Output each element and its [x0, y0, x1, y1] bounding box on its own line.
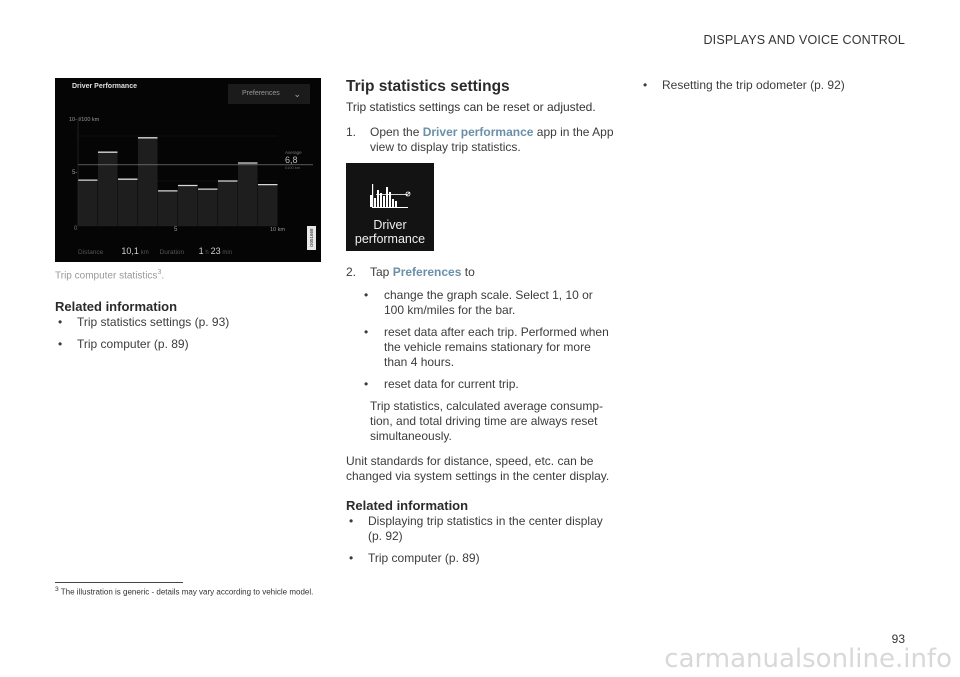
chevron-down-icon: ⌄: [293, 89, 301, 99]
related-link[interactable]: [55, 337, 320, 352]
duration-minutes: 23: [210, 246, 221, 256]
chart-bar: [118, 179, 138, 226]
left-related-list: [55, 315, 320, 352]
driver-performance-link[interactable]: Driver performance: [422, 125, 534, 139]
caption-text: Trip computer statistics: [55, 270, 158, 282]
reset-note: Trip statistics, calculated average consump-tion, and total driving time are always reset simultaneously.: [370, 399, 603, 443]
preferences-options: [346, 288, 614, 392]
step-text: to: [461, 265, 475, 279]
related-link-text: Trip statistics settings (p. 93): [77, 315, 230, 330]
chart-bar: [178, 186, 198, 227]
app-icon-label: [346, 218, 434, 246]
right-column: [640, 78, 910, 100]
related-link-text: Resetting the trip odometer (p. 92): [662, 78, 845, 92]
distance-value: 10,1: [121, 246, 139, 256]
main-related-heading: Related information: [346, 498, 469, 513]
units-paragraph: Unit standards for distance, speed, etc. can be changed via system settings in the center display.: [346, 454, 610, 483]
running-header: DISPLAYS AND VOICE CONTROL: [703, 33, 905, 47]
figure-caption: Trip computer statistics$^3$.: [55, 269, 165, 282]
screen-title: Driver Performance: [72, 83, 137, 90]
preferences-link[interactable]: Preferences: [392, 265, 462, 279]
y-tick-5: 5-: [72, 170, 78, 176]
step-number: 1.: [346, 125, 357, 139]
bullet: •: [58, 337, 63, 352]
chart-bar: [158, 191, 178, 226]
chart-bar: [218, 181, 238, 226]
watermark: carmanualsonline.info: [664, 644, 952, 674]
section-lead: Trip statistics settings can be reset or adjusted.: [346, 100, 596, 114]
step-number: 2.: [346, 265, 357, 279]
average-value: 6,8: [285, 155, 298, 165]
duration-hours-unit: h: [205, 250, 209, 256]
bullet: •: [58, 315, 63, 330]
chart-bar: [78, 180, 98, 226]
chart-bar: [98, 152, 118, 226]
chart-bar: [198, 189, 218, 226]
app-icon-label-line-1: Driver: [373, 218, 407, 232]
bullet: •: [364, 288, 369, 302]
driver-performance-app-icon[interactable]: [346, 163, 434, 251]
x-tick-10: 10 km: [270, 227, 285, 233]
footnote-number: 3: [55, 586, 59, 593]
duration-minutes-unit: min: [222, 250, 233, 256]
bullet: •: [349, 551, 354, 565]
chart-bar: [238, 163, 258, 226]
app-icon-label-line-2: performance: [354, 232, 426, 246]
option-item: [346, 377, 614, 392]
distance-unit: km: [140, 250, 149, 256]
bullet: •: [349, 514, 354, 528]
chart-bar: [258, 185, 278, 226]
option-text: reset data after each trip. Performed when the vehicle remains stationary for more than 4 hours.: [384, 325, 609, 369]
step-text: Tap: [370, 265, 393, 279]
image-code: G051668: [307, 226, 316, 250]
caption-footnote-ref: 3: [157, 269, 162, 276]
section-title: Trip statistics settings: [346, 78, 510, 95]
option-item: [346, 288, 614, 318]
chart-bar: [138, 138, 158, 226]
bullet: •: [643, 78, 648, 92]
y-tick-0: 0: [74, 226, 78, 232]
y-axis-unit: 10- l/100 km: [69, 117, 100, 123]
related-link[interactable]: [640, 78, 910, 93]
preferences-button[interactable]: [228, 84, 310, 104]
left-related-heading: Related information: [55, 299, 178, 315]
page-number: 93: [891, 632, 905, 646]
related-link[interactable]: [55, 315, 320, 330]
duration-label: Duration: [159, 249, 185, 256]
related-link-text: Trip computer (p. 89): [77, 337, 189, 352]
footnote-divider: [55, 582, 183, 583]
x-tick-5: 5: [174, 227, 178, 233]
option-text: change the graph scale. Select 1, 10 or 100 km/miles for the bar.: [384, 288, 593, 317]
related-link[interactable]: [346, 514, 614, 544]
step-1: [346, 125, 614, 155]
step-text: Open the: [370, 125, 423, 139]
preferences-label: Preferences: [242, 90, 280, 97]
duration-hours: 1: [198, 246, 204, 256]
driver-performance-screen: [55, 78, 321, 262]
step-2: [346, 265, 614, 280]
related-link-text: Displaying trip statistics in the center display (p. 92): [368, 514, 603, 543]
average-label: Average: [285, 150, 302, 155]
bullet: •: [364, 377, 369, 391]
left-column: [55, 78, 320, 359]
footnote: [55, 586, 313, 597]
trip-summary: [78, 246, 232, 256]
main-related-list: [346, 514, 614, 566]
fuel-bar-chart: [55, 78, 321, 262]
bullet: •: [364, 325, 369, 339]
step-text: app in the App view to display trip statistics.: [370, 125, 614, 154]
related-link[interactable]: [346, 551, 614, 566]
option-item: [346, 325, 614, 370]
distance-label: Distance: [78, 249, 104, 256]
option-text: reset data for current trip.: [384, 377, 519, 391]
average-unit: l/100 km: [285, 165, 301, 170]
related-link-text: Trip computer (p. 89): [368, 551, 480, 565]
main-column: [346, 78, 614, 573]
right-related-list: [640, 78, 910, 93]
footnote-text: The illustration is generic - details may vary according to vehicle model.: [60, 587, 314, 597]
